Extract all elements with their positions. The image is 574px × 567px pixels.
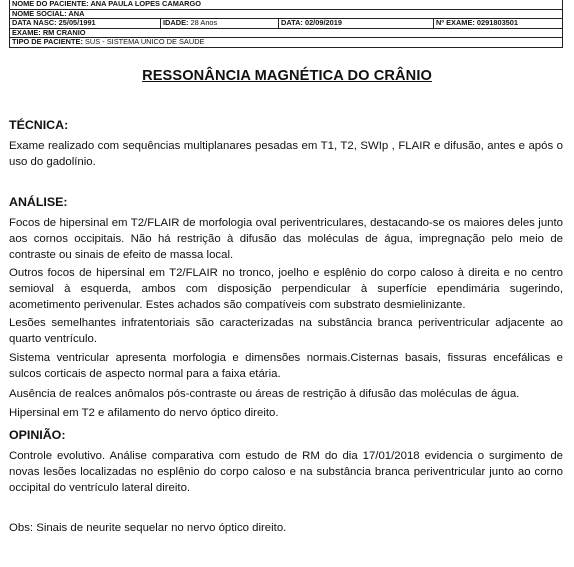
patient-name: ANA PAULA LOPES CAMARGO bbox=[90, 0, 202, 8]
dates-row bbox=[10, 19, 562, 29]
analise-paragraph: Ausência de realces anômalos pós-contraste ou áreas de restrição à difusão das moléculas de água. bbox=[9, 388, 520, 400]
tecnica-heading: TÉCNICA: bbox=[9, 118, 69, 132]
birth-label: DATA NASC: bbox=[12, 19, 57, 28]
exam-cell bbox=[10, 29, 562, 38]
age-label: IDADE: bbox=[163, 19, 189, 28]
exam-date-label: DATA: bbox=[281, 19, 303, 28]
patient-type-row bbox=[10, 38, 562, 47]
social-name: ANA bbox=[68, 9, 85, 18]
exam-number-cell bbox=[433, 19, 562, 28]
analise-paragraph: Hipersinal em T2 e afilamento do nervo óptico direito. bbox=[9, 407, 279, 419]
patient-header bbox=[9, 0, 563, 48]
analise-paragraph: Outros focos de hipersinal em T2/FLAIR no tronco, joelho e esplênio do corpo caloso à direita e no centro semioval à esquerda, ambos com disposição perpendicular à superfície ependimária sugerindo, acometimento perivenular. Estes achados são compatíveis com substrato desmielinizante. bbox=[9, 267, 563, 311]
exam-name: RM CRANIO bbox=[42, 28, 86, 37]
age-value: 28 Anos bbox=[190, 19, 218, 28]
age-cell bbox=[160, 19, 278, 28]
patient-name-label: NOME DO PACIENTE: bbox=[12, 0, 89, 8]
exam-number-label: Nº EXAME: bbox=[436, 19, 475, 28]
patient-name-cell bbox=[10, 0, 562, 9]
exam-date: 02/09/2019 bbox=[304, 19, 342, 28]
analise-paragraph: Focos de hipersinal em T2/FLAIR de morfologia oval periventriculares, destacando-se os maiores deles junto aos cornos occipitais. Não há restrição à difusão das moléculas de água, impregnação pelo meio de contraste ou sinais de efeito de massa local. bbox=[9, 217, 563, 261]
exam-row bbox=[10, 29, 562, 39]
social-name-row bbox=[10, 10, 562, 20]
opiniao-heading: OPINIÃO: bbox=[9, 428, 66, 442]
tecnica-text: Exame realizado com sequências multiplanares pesadas em T1, T2, SWIp , FLAIR e difusão, antes e após o uso do gadolínio. bbox=[9, 140, 563, 168]
exam-date-cell bbox=[278, 19, 433, 28]
report-title: RESSONÂNCIA MAGNÉTICA DO CRÂNIO bbox=[142, 68, 432, 84]
exam-label: EXAME: bbox=[12, 28, 41, 37]
patient-type-cell bbox=[10, 38, 562, 47]
patient-type: SUS - SISTEMA UNICO DE SAUDE bbox=[84, 38, 205, 47]
obs-note: Obs: Sinais de neurite sequelar no nervo óptico direito. bbox=[9, 522, 287, 534]
patient-name-row bbox=[10, 0, 562, 10]
birth-date: 25/05/1991 bbox=[58, 19, 96, 28]
analise-paragraph: Sistema ventricular apresenta morfologia e dimensões normais.Cisternas basais, fissuras encefálicas e sulcos corticais de aspecto normal para a faixa etária. bbox=[9, 352, 563, 380]
opiniao-text: Controle evolutivo. Análise comparativa com estudo de RM do dia 17/01/2018 evidencia o surgimento de novas lesões localizadas no esplênio do corpo caloso e na substância branca periventricular junto ao corno occipital do ventrículo lateral direito. bbox=[9, 450, 563, 494]
social-name-label: NOME SOCIAL: bbox=[12, 9, 67, 18]
exam-number: 0291803501 bbox=[476, 19, 519, 28]
analise-paragraph: Lesões semelhantes infratentoriais são caracterizadas na substância branca periventricular adjacente ao quarto ventrículo. bbox=[9, 317, 563, 345]
analise-heading: ANÁLISE: bbox=[9, 195, 68, 209]
patient-type-label: TIPO DE PACIENTE: bbox=[12, 38, 83, 47]
social-name-cell bbox=[10, 10, 562, 19]
birth-cell bbox=[10, 19, 160, 28]
